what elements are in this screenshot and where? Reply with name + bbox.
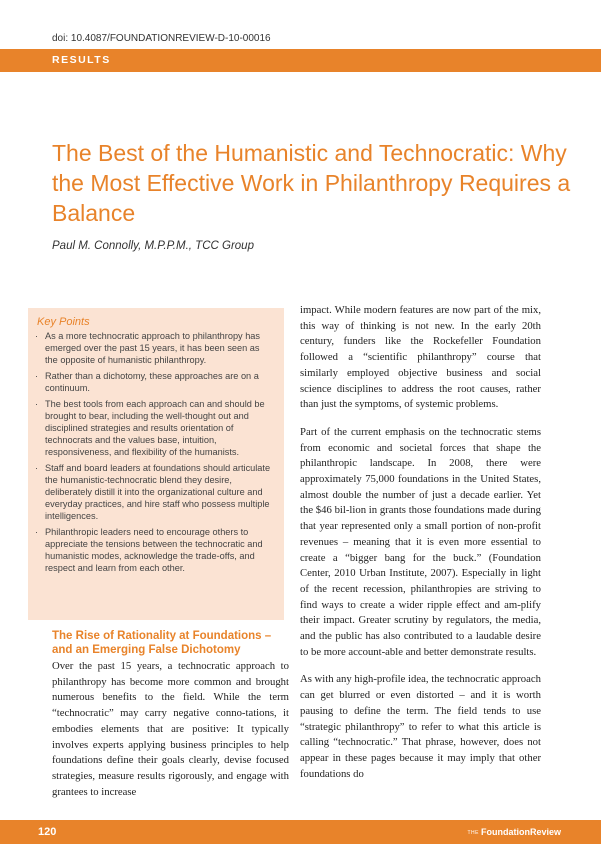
body-paragraph: Part of the current emphasis on the technocratic stems from economic and societal forces that shape the philanthropic landscape. In 2008, there were approximately 75,000 foundations in the United States, almost double the number of just a decade earlier. Yet the $46 bil-lion in grants those foundations made during that year represented only a small portion of non-profit revenues – meaning that it is even more essential to create a “bigger bang for the buck.” (Foundation Center, 2010 Urban Institute, 2007). Especially in light of the recent recession, philanthropies are striving to find ways to create a wider ripple effect and am-plify their impact. Greater scrutiny by regulators, the media, and the public has also contributed to a laudable desire to be more account-able and better demonstrate results. (300, 425, 541, 658)
bullet-icon: · (35, 527, 39, 537)
key-point-item (34, 330, 274, 366)
journal-name-review: Review (529, 827, 561, 837)
key-point-text: Philanthropic leaders need to encourage others to appreciate the tensions between the technocratic and humanistic modes, acknowledge the trade-offs, and respect and learn from each other. (45, 527, 263, 573)
article-title: The Best of the Humanistic and Technocratic: Why the Most Effective Work in Philanthropy Requires a Balance (52, 140, 571, 226)
bullet-icon: · (35, 331, 39, 341)
footer-banner (0, 820, 601, 844)
key-points-list (34, 330, 274, 574)
section-label: RESULTS (52, 54, 111, 66)
section-subheading: The Rise of Rationality at Foundations – and an Emerging False Dichotomy (52, 630, 272, 656)
key-points-heading: Key Points (37, 316, 90, 328)
key-point-text: As a more technocratic approach to philanthropy has emerged over the past 15 years, it has been seen as the opposite of humanistic philanthropy. (45, 331, 261, 365)
right-column (300, 303, 541, 794)
left-column (52, 629, 289, 812)
doi-line: doi: 10.4087/FOUNDATIONREVIEW-D-10-00016 (52, 33, 271, 44)
body-paragraph: impact. While modern features are now part of the mix, this way of thinking is not new. In the early 20th century, funders like the Rockefeller Foundation followed a “scientific philanthropy” course that similarly employed objective business and social science disciplines to address the root causes, rather than just the symptoms, of systemic problems. (300, 304, 541, 411)
page-number: 120 (38, 826, 57, 838)
key-point-item (34, 398, 274, 458)
bullet-icon: · (35, 399, 39, 409)
key-point-text: Rather than a dichotomy, these approaches are on a continuum. (45, 371, 259, 393)
body-paragraph: Over the past 15 years, a technocratic approach to philanthropy has become more common and brought numerous benefits to the field. While the term “technocratic” may carry negative conno-tations, it embodies elements that are positive: It typically involves experts applying business principles to help foundations define their goals clearly, devise focused strategies, measure results rigorously, and engage with grantees to increase (52, 660, 289, 798)
bullet-icon: · (35, 371, 39, 381)
journal-logo (467, 827, 561, 837)
key-point-text: Staff and board leaders at foundations should articulate the humanistic-technocratic blend they desire, deliberately distill it into the organizational culture and everyday practices, and hire staff who possess multiple intelligences. (45, 463, 271, 521)
key-point-item (34, 370, 274, 394)
section-banner (0, 49, 601, 72)
journal-name-foundation: Foundation (480, 827, 530, 837)
key-point-text: The best tools from each approach can and should be brought to bear, including the well-thought out and disciplined strategies and results orientation of technocrats and the values base, intuition, responsiveness, and flexibility of the humanists. (45, 399, 265, 457)
key-point-item (34, 526, 274, 574)
key-points-box (28, 308, 284, 620)
key-point-item (34, 462, 274, 522)
bullet-icon: · (35, 463, 39, 473)
journal-prefix: THE (467, 829, 479, 836)
body-paragraph: As with any high-profile idea, the technocratic approach can get blurred or even distorted – and it is worth pausing to define the term. The field tends to use “strategic philanthropy” to refer to what this article is calling “technocratic.” That phrase, however, does not appear in these pages because it may imply that other foundations do (300, 673, 541, 780)
article-author: Paul M. Connolly, M.P.P.M., TCC Group (52, 240, 254, 252)
